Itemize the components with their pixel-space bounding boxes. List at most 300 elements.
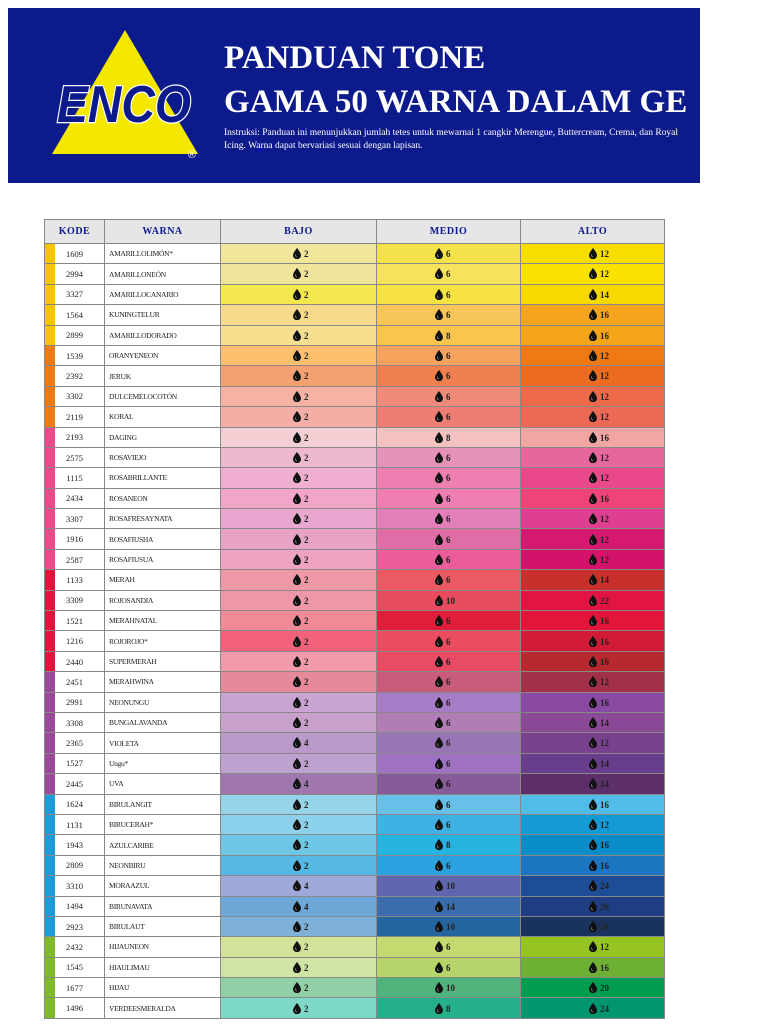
medio-value: 6 bbox=[446, 962, 451, 973]
droplet-icon bbox=[435, 248, 443, 259]
table-row bbox=[45, 244, 665, 264]
bajo-cell bbox=[221, 345, 377, 365]
droplet-icon bbox=[293, 880, 301, 891]
alto-cell bbox=[521, 284, 665, 304]
color-group-stripe bbox=[45, 937, 55, 956]
bajo-value: 2 bbox=[304, 799, 309, 810]
color-group-stripe bbox=[45, 285, 55, 304]
code-value: 1494 bbox=[66, 901, 83, 912]
code-value: 2432 bbox=[66, 941, 83, 952]
bajo-cell bbox=[221, 488, 377, 508]
droplet-icon bbox=[435, 860, 443, 871]
alto-value: 12 bbox=[600, 371, 609, 382]
color-name-cell: BIRULAUT bbox=[105, 916, 221, 936]
medio-value: 6 bbox=[446, 759, 451, 770]
code-value: 2434 bbox=[66, 493, 83, 504]
droplet-icon bbox=[435, 697, 443, 708]
droplet-icon bbox=[589, 350, 597, 361]
bajo-cell bbox=[221, 590, 377, 610]
medio-cell bbox=[377, 366, 521, 386]
color-group-stripe bbox=[45, 550, 55, 569]
bajo-cell bbox=[221, 325, 377, 345]
color-name-cell: VIOLETA bbox=[105, 733, 221, 753]
medio-value: 6 bbox=[446, 697, 451, 708]
droplet-icon bbox=[293, 472, 301, 483]
droplet-icon bbox=[589, 962, 597, 973]
medio-cell bbox=[377, 896, 521, 916]
code-cell bbox=[45, 549, 105, 569]
code-value: 1609 bbox=[66, 248, 83, 259]
bajo-value: 2 bbox=[304, 473, 309, 484]
color-name-cell: MORAAZUL bbox=[105, 876, 221, 896]
droplet-icon bbox=[293, 248, 301, 259]
table-row bbox=[45, 631, 665, 651]
color-group-stripe bbox=[45, 264, 55, 283]
color-name-cell: ROSAFIUSUA bbox=[105, 549, 221, 569]
droplet-icon bbox=[435, 778, 443, 789]
medio-value: 8 bbox=[446, 330, 451, 341]
droplet-icon bbox=[293, 432, 301, 443]
alto-cell bbox=[521, 305, 665, 325]
bajo-cell bbox=[221, 692, 377, 712]
bajo-value: 2 bbox=[304, 351, 309, 362]
alto-cell bbox=[521, 611, 665, 631]
color-group-stripe bbox=[45, 693, 55, 712]
bajo-cell bbox=[221, 651, 377, 671]
bajo-cell bbox=[221, 753, 377, 773]
medio-cell bbox=[377, 244, 521, 264]
bajo-value: 2 bbox=[304, 453, 309, 464]
table-header-row bbox=[45, 220, 665, 244]
medio-cell bbox=[377, 570, 521, 590]
droplet-icon bbox=[293, 391, 301, 402]
color-group-stripe bbox=[45, 570, 55, 589]
bajo-cell bbox=[221, 672, 377, 692]
medio-cell bbox=[377, 509, 521, 529]
table-row bbox=[45, 407, 665, 427]
alto-cell bbox=[521, 916, 665, 936]
alto-cell bbox=[521, 468, 665, 488]
alto-cell bbox=[521, 570, 665, 590]
droplet-icon bbox=[589, 819, 597, 830]
bajo-value: 2 bbox=[304, 942, 309, 953]
color-group-stripe bbox=[45, 448, 55, 467]
bajo-cell bbox=[221, 427, 377, 447]
alto-value: 24 bbox=[600, 1003, 609, 1014]
bajo-value: 2 bbox=[304, 718, 309, 729]
droplet-icon bbox=[293, 309, 301, 320]
code-value: 1133 bbox=[66, 574, 83, 585]
droplet-icon bbox=[589, 493, 597, 504]
alto-value: 12 bbox=[600, 514, 609, 525]
medio-cell bbox=[377, 264, 521, 284]
bajo-cell bbox=[221, 957, 377, 977]
table-row bbox=[45, 712, 665, 732]
droplet-icon bbox=[589, 901, 597, 912]
alto-cell bbox=[521, 692, 665, 712]
code-cell bbox=[45, 366, 105, 386]
bajo-value: 4 bbox=[304, 779, 309, 790]
medio-value: 6 bbox=[446, 269, 451, 280]
alto-cell bbox=[521, 672, 665, 692]
color-group-stripe bbox=[45, 346, 55, 365]
code-cell bbox=[45, 774, 105, 794]
droplet-icon bbox=[589, 595, 597, 606]
droplet-icon bbox=[293, 554, 301, 565]
droplet-icon bbox=[589, 248, 597, 259]
color-group-stripe bbox=[45, 897, 55, 916]
code-value: 1624 bbox=[66, 799, 83, 810]
droplet-icon bbox=[435, 901, 443, 912]
code-cell bbox=[45, 447, 105, 467]
bajo-cell bbox=[221, 835, 377, 855]
alto-value: 14 bbox=[600, 759, 609, 770]
droplet-icon bbox=[293, 839, 301, 850]
medio-cell bbox=[377, 590, 521, 610]
bajo-value: 2 bbox=[304, 330, 309, 341]
medio-cell bbox=[377, 692, 521, 712]
bajo-value: 2 bbox=[304, 595, 309, 606]
bajo-cell bbox=[221, 407, 377, 427]
color-group-stripe bbox=[45, 366, 55, 385]
color-name-cell: AMARILLOCANARIO bbox=[105, 284, 221, 304]
droplet-icon bbox=[589, 1003, 597, 1014]
alto-cell bbox=[521, 896, 665, 916]
code-value: 1115 bbox=[66, 472, 83, 483]
code-cell bbox=[45, 855, 105, 875]
table-row bbox=[45, 814, 665, 834]
table-row bbox=[45, 998, 665, 1018]
medio-cell bbox=[377, 774, 521, 794]
alto-value: 12 bbox=[600, 534, 609, 545]
code-cell bbox=[45, 651, 105, 671]
code-value: 1131 bbox=[66, 819, 83, 830]
alto-cell bbox=[521, 753, 665, 773]
table-row bbox=[45, 835, 665, 855]
color-name-cell: BIRUCERAH* bbox=[105, 814, 221, 834]
medio-value: 6 bbox=[446, 616, 451, 627]
bajo-cell bbox=[221, 937, 377, 957]
alto-value: 16 bbox=[600, 799, 609, 810]
alto-cell bbox=[521, 447, 665, 467]
code-value: 3302 bbox=[66, 391, 83, 402]
code-value: 2923 bbox=[66, 921, 83, 932]
code-cell bbox=[45, 814, 105, 834]
color-group-stripe bbox=[45, 754, 55, 773]
medio-value: 6 bbox=[446, 555, 451, 566]
droplet-icon bbox=[293, 370, 301, 381]
bajo-cell bbox=[221, 386, 377, 406]
medio-value: 6 bbox=[446, 310, 451, 321]
droplet-icon bbox=[589, 615, 597, 626]
alto-value: 12 bbox=[600, 412, 609, 423]
alto-cell bbox=[521, 651, 665, 671]
droplet-icon bbox=[435, 391, 443, 402]
color-group-stripe bbox=[45, 509, 55, 528]
color-group-stripe bbox=[45, 998, 55, 1017]
alto-cell bbox=[521, 590, 665, 610]
code-value: 2119 bbox=[66, 411, 83, 422]
medio-value: 6 bbox=[446, 677, 451, 688]
col-header-alto: ALTO bbox=[521, 220, 665, 244]
bajo-cell bbox=[221, 570, 377, 590]
medio-value: 10 bbox=[446, 595, 455, 606]
droplet-icon bbox=[293, 534, 301, 545]
bajo-value: 2 bbox=[304, 1003, 309, 1014]
code-value: 3327 bbox=[66, 289, 83, 300]
code-cell bbox=[45, 570, 105, 590]
droplet-icon bbox=[435, 962, 443, 973]
droplet-icon bbox=[589, 880, 597, 891]
droplet-icon bbox=[589, 534, 597, 545]
droplet-icon bbox=[293, 799, 301, 810]
color-group-stripe bbox=[45, 611, 55, 630]
bajo-value: 2 bbox=[304, 677, 309, 688]
droplet-icon bbox=[293, 758, 301, 769]
droplet-icon bbox=[435, 737, 443, 748]
alto-cell bbox=[521, 794, 665, 814]
droplet-icon bbox=[589, 860, 597, 871]
code-value: 3307 bbox=[66, 513, 83, 524]
droplet-icon bbox=[435, 941, 443, 952]
table-row bbox=[45, 509, 665, 529]
color-name-cell: ROSAFRESAYNATA bbox=[105, 509, 221, 529]
table-row bbox=[45, 651, 665, 671]
droplet-icon bbox=[435, 819, 443, 830]
color-group-stripe bbox=[45, 876, 55, 895]
droplet-icon bbox=[293, 513, 301, 524]
color-name-cell: MERAHWINA bbox=[105, 672, 221, 692]
code-cell bbox=[45, 244, 105, 264]
droplet-icon bbox=[589, 941, 597, 952]
droplet-icon bbox=[589, 513, 597, 524]
droplet-icon bbox=[435, 656, 443, 667]
header-banner bbox=[8, 8, 700, 183]
droplet-icon bbox=[293, 452, 301, 463]
col-header-bajo: BAJO bbox=[221, 220, 377, 244]
medio-cell bbox=[377, 733, 521, 753]
alto-cell bbox=[521, 937, 665, 957]
color-name-cell: ROSANEON bbox=[105, 488, 221, 508]
color-name-cell: AMARILLOLIMÓN* bbox=[105, 244, 221, 264]
medio-value: 6 bbox=[446, 575, 451, 586]
medio-cell bbox=[377, 998, 521, 1018]
col-header-warna: WARNA bbox=[105, 220, 221, 244]
code-cell bbox=[45, 672, 105, 692]
droplet-icon bbox=[589, 717, 597, 728]
color-group-stripe bbox=[45, 672, 55, 691]
color-name-cell: AZULCARIBE bbox=[105, 835, 221, 855]
droplet-icon bbox=[589, 839, 597, 850]
alto-value: 12 bbox=[600, 473, 609, 484]
droplet-icon bbox=[435, 799, 443, 810]
droplet-icon bbox=[589, 289, 597, 300]
droplet-icon bbox=[293, 350, 301, 361]
color-name-cell: HIJAUNEON bbox=[105, 937, 221, 957]
alto-cell bbox=[521, 244, 665, 264]
droplet-icon bbox=[435, 370, 443, 381]
alto-value: 16 bbox=[600, 616, 609, 627]
droplet-icon bbox=[589, 554, 597, 565]
color-group-stripe bbox=[45, 917, 55, 936]
bajo-value: 4 bbox=[304, 901, 309, 912]
instructions-text: Instruksi: Panduan ini menunjukkan jumlah tetes untuk mewarnai 1 cangkir Merengue, Buttercream, Crema, dan Royal Icing. Warna dapat bervariasi sesuai dengan lapisan. bbox=[224, 128, 679, 151]
droplet-icon bbox=[589, 656, 597, 667]
alto-cell bbox=[521, 549, 665, 569]
code-value: 1943 bbox=[66, 840, 83, 851]
medio-value: 6 bbox=[446, 942, 451, 953]
droplet-icon bbox=[589, 432, 597, 443]
bajo-value: 2 bbox=[304, 820, 309, 831]
droplet-icon bbox=[293, 595, 301, 606]
title-line-1: PANDUAN TONE bbox=[224, 40, 486, 76]
droplet-icon bbox=[293, 901, 301, 912]
alto-cell bbox=[521, 407, 665, 427]
medio-value: 6 bbox=[446, 392, 451, 403]
droplet-icon bbox=[435, 982, 443, 993]
code-cell bbox=[45, 345, 105, 365]
droplet-icon bbox=[293, 289, 301, 300]
alto-value: 16 bbox=[600, 432, 609, 443]
code-cell bbox=[45, 753, 105, 773]
color-group-stripe bbox=[45, 856, 55, 875]
alto-value: 14 bbox=[600, 779, 609, 790]
bajo-cell bbox=[221, 794, 377, 814]
code-cell bbox=[45, 305, 105, 325]
medio-value: 14 bbox=[446, 901, 455, 912]
color-name-cell: JERUK bbox=[105, 366, 221, 386]
medio-cell bbox=[377, 447, 521, 467]
code-cell bbox=[45, 468, 105, 488]
color-group-stripe bbox=[45, 305, 55, 324]
medio-cell bbox=[377, 651, 521, 671]
bajo-cell bbox=[221, 876, 377, 896]
alto-value: 16 bbox=[600, 962, 609, 973]
code-cell bbox=[45, 264, 105, 284]
alto-value: 16 bbox=[600, 310, 609, 321]
droplet-icon bbox=[435, 268, 443, 279]
color-name-cell: AMARILLONEÓN bbox=[105, 264, 221, 284]
alto-value: 20 bbox=[600, 922, 609, 933]
medio-cell bbox=[377, 611, 521, 631]
color-name-cell: HIJAU bbox=[105, 978, 221, 998]
color-name-cell: HIAULIMAU bbox=[105, 957, 221, 977]
bajo-value: 2 bbox=[304, 412, 309, 423]
alto-value: 16 bbox=[600, 330, 609, 341]
droplet-icon bbox=[435, 472, 443, 483]
alto-value: 12 bbox=[600, 351, 609, 362]
droplet-icon bbox=[293, 921, 301, 932]
color-name-cell: UVA bbox=[105, 774, 221, 794]
medio-cell bbox=[377, 345, 521, 365]
bajo-value: 2 bbox=[304, 575, 309, 586]
alto-cell bbox=[521, 855, 665, 875]
medio-value: 6 bbox=[446, 453, 451, 464]
color-group-stripe bbox=[45, 428, 55, 447]
medio-value: 8 bbox=[446, 432, 451, 443]
alto-cell bbox=[521, 529, 665, 549]
bajo-cell bbox=[221, 529, 377, 549]
droplet-icon bbox=[589, 452, 597, 463]
droplet-icon bbox=[293, 615, 301, 626]
bajo-value: 2 bbox=[304, 432, 309, 443]
medio-cell bbox=[377, 284, 521, 304]
table-body bbox=[45, 244, 665, 1019]
droplet-icon bbox=[293, 656, 301, 667]
color-group-stripe bbox=[45, 468, 55, 487]
code-cell bbox=[45, 325, 105, 345]
medio-cell bbox=[377, 325, 521, 345]
code-cell bbox=[45, 916, 105, 936]
code-value: 2440 bbox=[66, 656, 83, 667]
title-line-2: GAMA 50 WARNA DALAM GE bbox=[224, 84, 688, 120]
table-row bbox=[45, 427, 665, 447]
table-row bbox=[45, 937, 665, 957]
color-group-stripe bbox=[45, 407, 55, 426]
alto-value: 14 bbox=[600, 575, 609, 586]
bajo-value: 2 bbox=[304, 840, 309, 851]
medio-cell bbox=[377, 712, 521, 732]
code-cell bbox=[45, 611, 105, 631]
table-row bbox=[45, 753, 665, 773]
table-row bbox=[45, 876, 665, 896]
alto-cell bbox=[521, 488, 665, 508]
code-cell bbox=[45, 284, 105, 304]
bajo-value: 2 bbox=[304, 249, 309, 260]
medio-cell bbox=[377, 835, 521, 855]
alto-cell bbox=[521, 386, 665, 406]
droplet-icon bbox=[293, 717, 301, 728]
color-name-cell: MERAHNATAL bbox=[105, 611, 221, 631]
code-value: 2392 bbox=[66, 371, 83, 382]
code-value: 3310 bbox=[66, 880, 83, 891]
code-value: 2587 bbox=[66, 554, 83, 565]
droplet-icon bbox=[293, 574, 301, 585]
color-name-cell: Ungu* bbox=[105, 753, 221, 773]
medio-cell bbox=[377, 549, 521, 569]
bajo-value: 2 bbox=[304, 922, 309, 933]
medio-value: 10 bbox=[446, 983, 455, 994]
code-cell bbox=[45, 712, 105, 732]
code-value: 1677 bbox=[66, 982, 83, 993]
droplet-icon bbox=[435, 880, 443, 891]
medio-cell bbox=[377, 631, 521, 651]
medio-value: 6 bbox=[446, 412, 451, 423]
color-group-stripe bbox=[45, 631, 55, 650]
color-group-stripe bbox=[45, 815, 55, 834]
color-name-cell: DAGING bbox=[105, 427, 221, 447]
color-name-cell: BIRUNAVATA bbox=[105, 896, 221, 916]
droplet-icon bbox=[589, 921, 597, 932]
medio-value: 6 bbox=[446, 473, 451, 484]
droplet-icon bbox=[435, 309, 443, 320]
droplet-icon bbox=[435, 574, 443, 585]
medio-cell bbox=[377, 978, 521, 998]
alto-cell bbox=[521, 427, 665, 447]
code-value: 2445 bbox=[66, 778, 83, 789]
table-row bbox=[45, 529, 665, 549]
code-cell bbox=[45, 692, 105, 712]
droplet-icon bbox=[589, 309, 597, 320]
alto-value: 16 bbox=[600, 636, 609, 647]
droplet-icon bbox=[589, 758, 597, 769]
code-cell bbox=[45, 794, 105, 814]
color-group-stripe bbox=[45, 733, 55, 752]
droplet-icon bbox=[589, 411, 597, 422]
bajo-value: 2 bbox=[304, 555, 309, 566]
code-cell bbox=[45, 876, 105, 896]
color-name-cell: AMARILLODORADO bbox=[105, 325, 221, 345]
